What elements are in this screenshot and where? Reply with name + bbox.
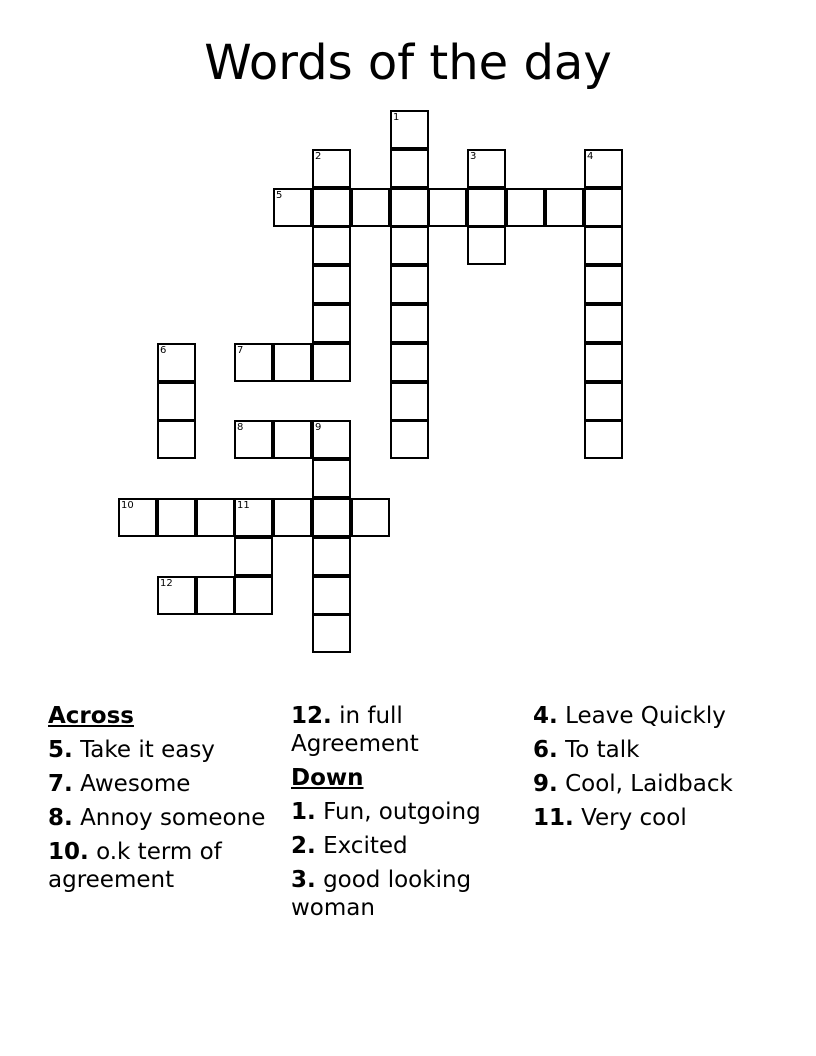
clue-text: To talk	[565, 737, 640, 763]
grid-cell[interactable]	[312, 265, 351, 304]
cell-number: 8	[237, 422, 244, 433]
grid-cell[interactable]	[312, 420, 351, 459]
cell-number: 12	[160, 578, 173, 589]
grid-cell[interactable]	[545, 188, 584, 227]
grid-cell[interactable]	[312, 498, 351, 537]
clue-across-8	[48, 804, 283, 832]
cell-number: 3	[470, 151, 477, 162]
cell-number: 9	[315, 422, 322, 433]
grid-cell[interactable]	[273, 420, 312, 459]
clue-text: Excited	[323, 833, 408, 859]
grid-cell[interactable]	[196, 576, 235, 615]
cell-number: 4	[587, 151, 594, 162]
clues-column-3	[533, 702, 768, 838]
grid-cell[interactable]	[273, 343, 312, 382]
clue-across-7	[48, 770, 283, 798]
clue-across-5	[48, 736, 283, 764]
clue-text: Very cool	[581, 805, 687, 831]
grid-cell[interactable]	[234, 343, 273, 382]
clue-number: 12.	[291, 703, 332, 729]
clue-down-9	[533, 770, 768, 798]
grid-cell[interactable]	[584, 149, 623, 188]
across-heading: Across	[48, 703, 134, 729]
grid-cell[interactable]	[234, 576, 273, 615]
clue-text: good looking woman	[291, 867, 472, 921]
clue-number: 5.	[48, 737, 73, 763]
grid-cell[interactable]	[428, 188, 467, 227]
grid-cell[interactable]	[312, 537, 351, 576]
clue-down-3	[291, 866, 526, 922]
grid-cell[interactable]	[390, 343, 429, 382]
clue-number: 10.	[48, 839, 89, 865]
grid-cell[interactable]	[312, 226, 351, 265]
clue-across-12	[291, 702, 526, 758]
clue-number: 9.	[533, 771, 558, 797]
cell-number: 2	[315, 151, 322, 162]
page-title: Words of the day	[204, 35, 612, 91]
cell-number: 6	[160, 345, 167, 356]
grid-cell[interactable]	[157, 420, 196, 459]
grid-cell[interactable]	[467, 188, 506, 227]
grid-cell[interactable]	[584, 304, 623, 343]
grid-cell[interactable]	[390, 110, 429, 149]
grid-cell[interactable]	[312, 149, 351, 188]
grid-cell[interactable]	[312, 188, 351, 227]
clue-number: 11.	[533, 805, 574, 831]
grid-cell[interactable]	[234, 498, 273, 537]
clue-across-10	[48, 838, 283, 894]
grid-cell[interactable]	[351, 498, 390, 537]
clue-number: 4.	[533, 703, 558, 729]
grid-cell[interactable]	[390, 382, 429, 421]
clue-number: 3.	[291, 867, 316, 893]
grid-cell[interactable]	[157, 576, 196, 615]
grid-cell[interactable]	[584, 420, 623, 459]
grid-cell[interactable]	[312, 614, 351, 653]
clue-number: 1.	[291, 799, 316, 825]
grid-cell[interactable]	[351, 188, 390, 227]
grid-cell[interactable]	[584, 226, 623, 265]
clue-text: Leave Quickly	[565, 703, 726, 729]
grid-cell[interactable]	[390, 265, 429, 304]
grid-cell[interactable]	[157, 343, 196, 382]
grid-cell[interactable]	[467, 149, 506, 188]
grid-cell[interactable]	[467, 226, 506, 265]
clue-number: 2.	[291, 833, 316, 859]
clue-number: 7.	[48, 771, 73, 797]
clue-text: o.k term of agreement	[48, 839, 222, 893]
grid-cell[interactable]	[312, 304, 351, 343]
clue-down-6	[533, 736, 768, 764]
clue-text: Awesome	[80, 771, 191, 797]
clue-text: Annoy someone	[80, 805, 266, 831]
grid-cell[interactable]	[584, 188, 623, 227]
grid-cell[interactable]	[273, 498, 312, 537]
grid-cell[interactable]	[390, 188, 429, 227]
clue-text: in full Agreement	[291, 703, 419, 757]
clue-text: Take it easy	[80, 737, 215, 763]
clue-text: Cool, Laidback	[565, 771, 733, 797]
grid-cell[interactable]	[234, 537, 273, 576]
cell-number: 7	[237, 345, 244, 356]
grid-cell[interactable]	[273, 188, 312, 227]
cell-number: 10	[121, 500, 134, 511]
grid-cell[interactable]	[157, 498, 196, 537]
grid-cell[interactable]	[312, 576, 351, 615]
down-heading: Down	[291, 765, 364, 791]
grid-cell[interactable]	[118, 498, 157, 537]
clues-column-1	[48, 702, 283, 900]
clue-down-4	[533, 702, 768, 730]
grid-cell[interactable]	[196, 498, 235, 537]
grid-cell[interactable]	[584, 382, 623, 421]
clue-text: Fun, outgoing	[323, 799, 481, 825]
cell-number: 1	[393, 112, 400, 123]
clue-number: 8.	[48, 805, 73, 831]
grid-cell[interactable]	[234, 420, 273, 459]
grid-cell[interactable]	[506, 188, 545, 227]
grid-cell[interactable]	[390, 304, 429, 343]
cell-number: 11	[237, 500, 250, 511]
clue-number: 6.	[533, 737, 558, 763]
clues-column-2	[291, 702, 526, 928]
grid-cell[interactable]	[584, 343, 623, 382]
grid-cell[interactable]	[390, 226, 429, 265]
clue-down-11	[533, 804, 768, 832]
grid-cell[interactable]	[312, 343, 351, 382]
clue-down-1	[291, 798, 526, 826]
grid-cell[interactable]	[157, 382, 196, 421]
clue-down-2	[291, 832, 526, 860]
grid-cell[interactable]	[390, 149, 429, 188]
grid-cell[interactable]	[390, 420, 429, 459]
grid-cell[interactable]	[584, 265, 623, 304]
grid-cell[interactable]	[312, 459, 351, 498]
cell-number: 5	[276, 190, 283, 201]
